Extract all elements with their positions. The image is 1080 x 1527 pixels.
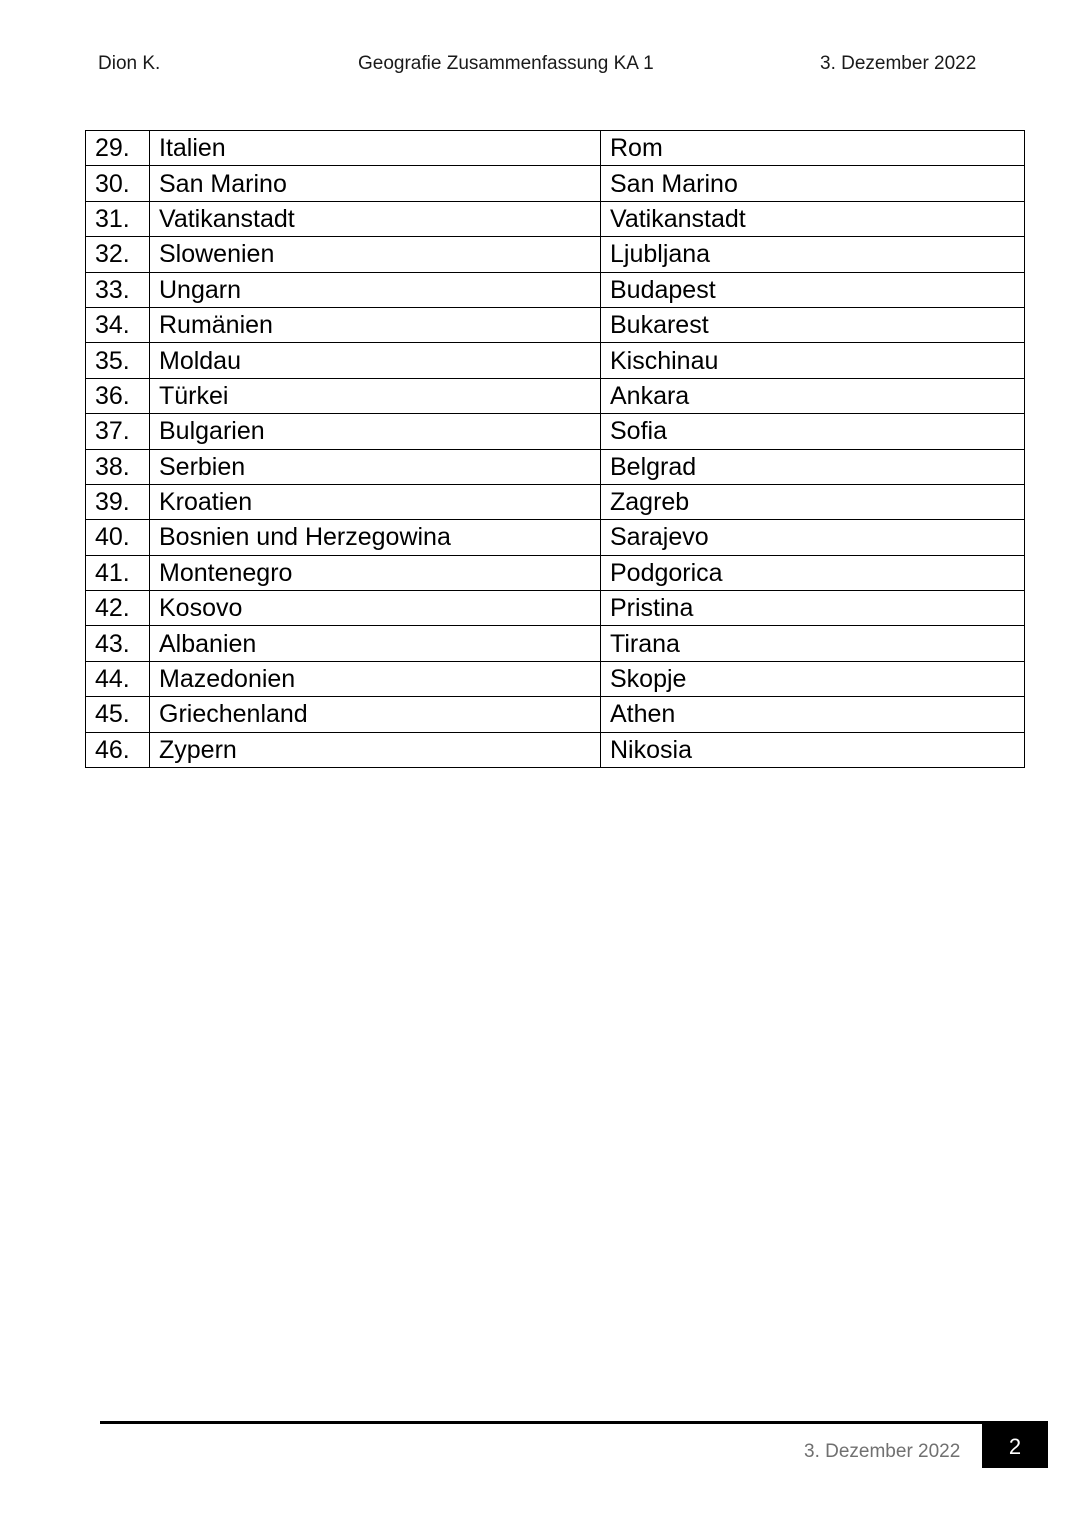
country-cell: Moldau — [150, 343, 601, 378]
country-cell: Italien — [150, 131, 601, 166]
table-row — [86, 166, 1025, 201]
table-row — [86, 697, 1025, 732]
country-cell: Rumänien — [150, 307, 601, 342]
table-row — [86, 520, 1025, 555]
country-cell: Ungarn — [150, 272, 601, 307]
row-number: 30. — [86, 166, 150, 201]
row-number: 44. — [86, 661, 150, 696]
country-cell: San Marino — [150, 166, 601, 201]
capital-cell: Bukarest — [601, 307, 1025, 342]
table-row — [86, 272, 1025, 307]
capital-cell: Sofia — [601, 414, 1025, 449]
capital-cell: San Marino — [601, 166, 1025, 201]
country-cell: Vatikanstadt — [150, 201, 601, 236]
country-cell: Bulgarien — [150, 414, 601, 449]
table-row — [86, 237, 1025, 272]
table-row — [86, 201, 1025, 236]
capital-cell: Vatikanstadt — [601, 201, 1025, 236]
row-number: 34. — [86, 307, 150, 342]
table-row — [86, 307, 1025, 342]
table-row — [86, 449, 1025, 484]
capital-cell: Ankara — [601, 378, 1025, 413]
row-number: 37. — [86, 414, 150, 449]
capital-cell: Pristina — [601, 591, 1025, 626]
row-number: 32. — [86, 237, 150, 272]
table-row — [86, 343, 1025, 378]
country-cell: Griechenland — [150, 697, 601, 732]
header-date: 3. Dezember 2022 — [820, 53, 977, 74]
header-title: Geografie Zusammenfassung KA 1 — [358, 53, 654, 74]
row-number: 45. — [86, 697, 150, 732]
row-number: 38. — [86, 449, 150, 484]
header-author: Dion K. — [98, 53, 161, 74]
country-cell: Albanien — [150, 626, 601, 661]
country-cell: Kroatien — [150, 484, 601, 519]
row-number: 31. — [86, 201, 150, 236]
table-row — [86, 378, 1025, 413]
country-cell: Mazedonien — [150, 661, 601, 696]
row-number: 43. — [86, 626, 150, 661]
capital-cell: Nikosia — [601, 732, 1025, 767]
page-number: 2 — [982, 1421, 1048, 1468]
capital-cell: Ljubljana — [601, 237, 1025, 272]
capital-cell: Tirana — [601, 626, 1025, 661]
row-number: 40. — [86, 520, 150, 555]
table-row — [86, 661, 1025, 696]
table-row — [86, 484, 1025, 519]
footer-divider — [100, 1421, 982, 1424]
country-cell: Montenegro — [150, 555, 601, 590]
table-row — [86, 555, 1025, 590]
table-row — [86, 732, 1025, 767]
table-row — [86, 131, 1025, 166]
row-number: 41. — [86, 555, 150, 590]
country-cell: Slowenien — [150, 237, 601, 272]
capital-cell: Budapest — [601, 272, 1025, 307]
capital-cell: Sarajevo — [601, 520, 1025, 555]
row-number: 46. — [86, 732, 150, 767]
countries-capitals-table — [85, 130, 1025, 768]
capital-cell: Belgrad — [601, 449, 1025, 484]
country-cell: Zypern — [150, 732, 601, 767]
capital-cell: Podgorica — [601, 555, 1025, 590]
footer-date: 3. Dezember 2022 — [804, 1441, 961, 1462]
country-cell: Bosnien und Herzegowina — [150, 520, 601, 555]
capital-cell: Skopje — [601, 661, 1025, 696]
capital-cell: Rom — [601, 131, 1025, 166]
table-row — [86, 626, 1025, 661]
country-cell: Kosovo — [150, 591, 601, 626]
row-number: 33. — [86, 272, 150, 307]
row-number: 39. — [86, 484, 150, 519]
capital-cell: Kischinau — [601, 343, 1025, 378]
table-row — [86, 591, 1025, 626]
table-row — [86, 414, 1025, 449]
row-number: 35. — [86, 343, 150, 378]
capital-cell: Athen — [601, 697, 1025, 732]
row-number: 36. — [86, 378, 150, 413]
row-number: 42. — [86, 591, 150, 626]
row-number: 29. — [86, 131, 150, 166]
country-cell: Türkei — [150, 378, 601, 413]
country-cell: Serbien — [150, 449, 601, 484]
capital-cell: Zagreb — [601, 484, 1025, 519]
